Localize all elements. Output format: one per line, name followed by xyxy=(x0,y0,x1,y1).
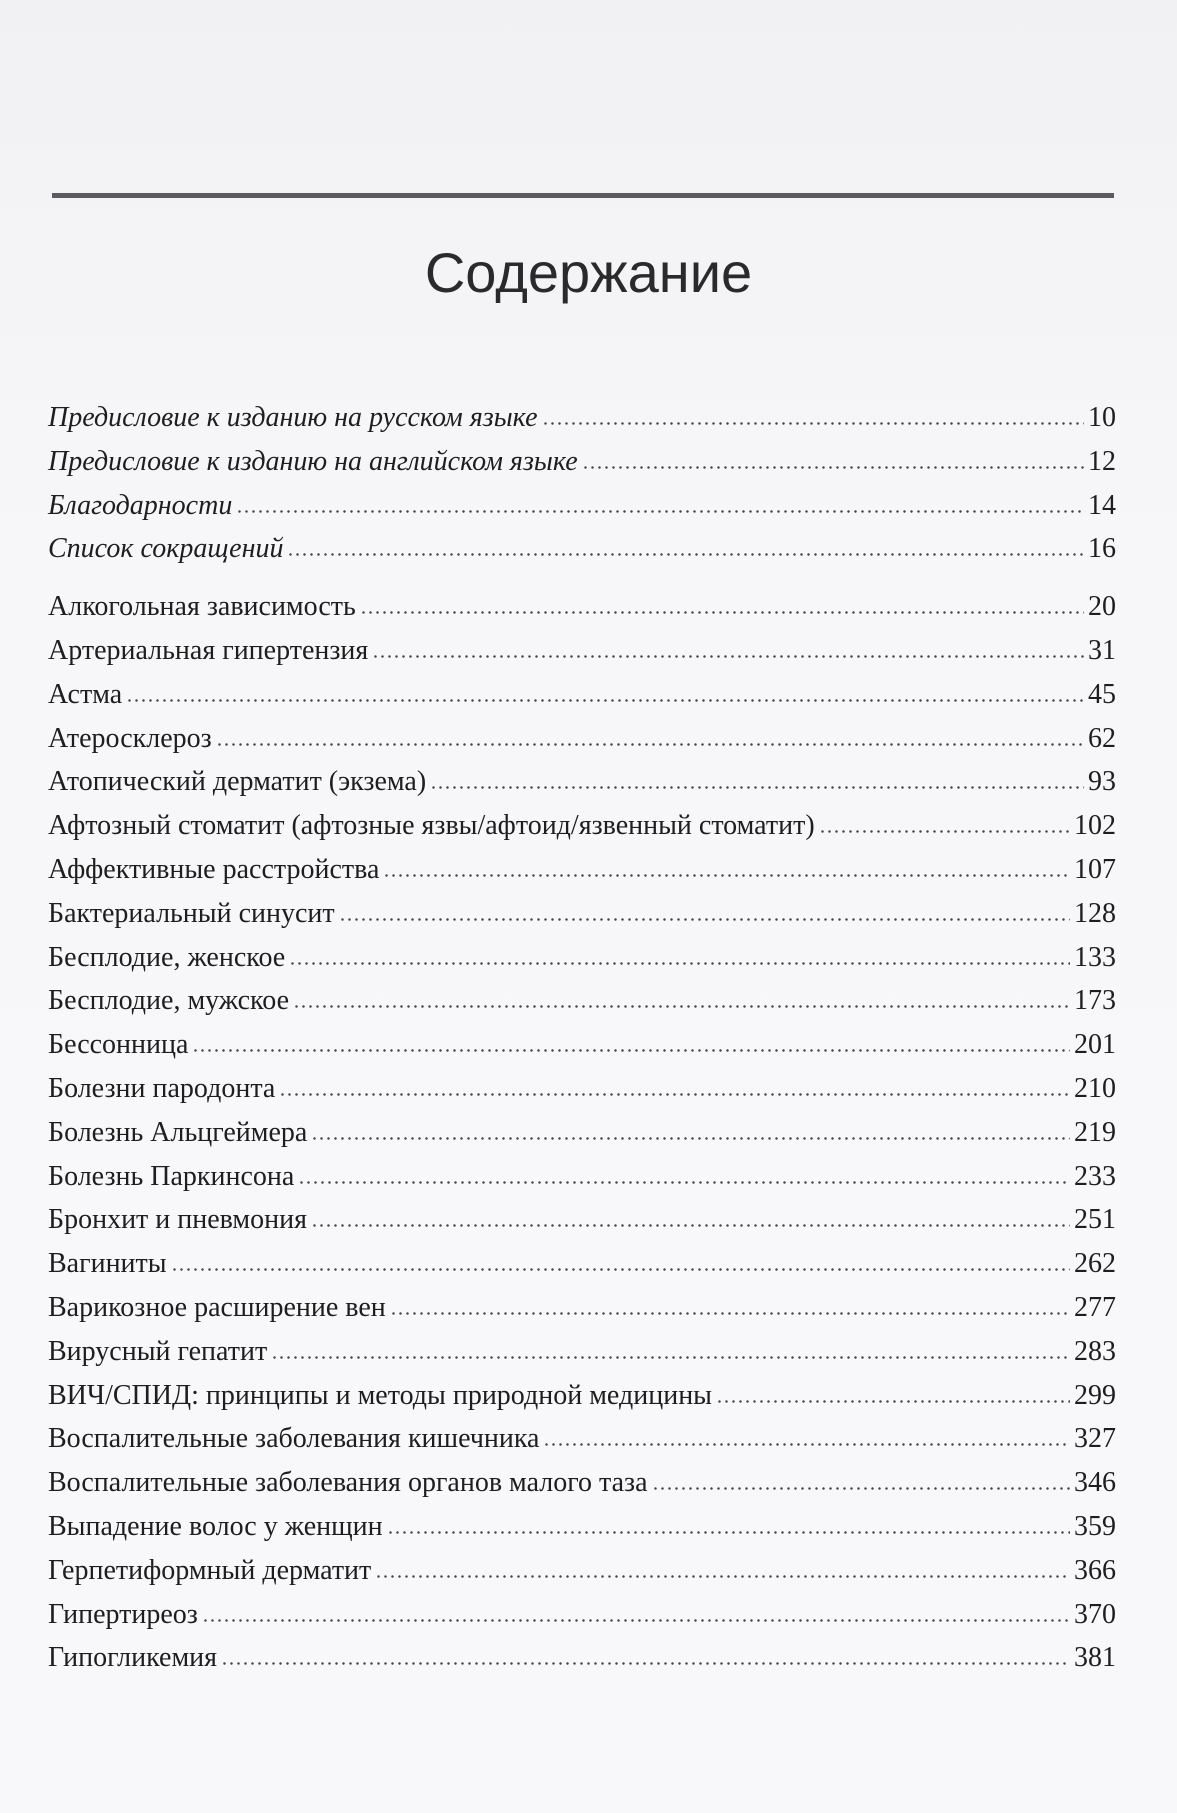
toc-dot-leader xyxy=(311,1137,1070,1140)
toc-dot-leader xyxy=(171,1268,1070,1271)
toc-page-number: 12 xyxy=(1088,445,1116,477)
toc-chapter-entry xyxy=(48,1198,1116,1242)
toc-chapter-entry xyxy=(48,629,1116,673)
toc-chapter-entry xyxy=(48,585,1116,629)
toc-chapter-entry xyxy=(48,1636,1116,1680)
toc-chapter-entry xyxy=(48,1023,1116,1067)
toc-dot-leader xyxy=(221,1662,1070,1665)
toc-page-number: 31 xyxy=(1088,634,1116,666)
toc-entry-title: Воспалительные заболевания кишечника xyxy=(48,1423,540,1455)
toc-chapter-entry xyxy=(48,1330,1116,1374)
toc-entry-title: Артериальная гипертензия xyxy=(48,634,369,666)
toc-page-number: 359 xyxy=(1074,1510,1116,1542)
toc-chapter-entry xyxy=(48,1286,1116,1330)
toc-entry-title: Варикозное расширение вен xyxy=(48,1291,386,1323)
toc-page-number: 128 xyxy=(1074,897,1116,929)
toc-page-number: 133 xyxy=(1074,941,1116,973)
toc-page-number: 381 xyxy=(1074,1642,1116,1674)
toc-dot-leader xyxy=(298,1181,1070,1184)
toc-chapter-entry xyxy=(48,760,1116,804)
toc-page-number: 201 xyxy=(1074,1029,1116,1061)
toc-page-number: 210 xyxy=(1074,1072,1116,1104)
toc-entry-title: Бесплодие, мужское xyxy=(48,985,290,1017)
toc-chapter-entry xyxy=(48,1505,1116,1549)
toc-page-number: 45 xyxy=(1088,678,1116,710)
toc-entry-title: Бессонница xyxy=(48,1029,189,1061)
toc-page-number: 262 xyxy=(1074,1248,1116,1280)
toc-entry-title: Аффективные расстройства xyxy=(48,853,380,885)
toc-page-number: 219 xyxy=(1074,1116,1116,1148)
toc-entry-title: Список сокращений xyxy=(48,533,284,565)
toc-chapter-entry xyxy=(48,717,1116,761)
toc-entry-title: Бронхит и пневмония xyxy=(48,1204,307,1236)
toc-chapter-entry xyxy=(48,1549,1116,1593)
toc-chapter-entry xyxy=(48,804,1116,848)
toc-page-number: 16 xyxy=(1088,533,1116,565)
toc-entry-title: Предисловие к изданию на английском языке xyxy=(48,445,578,477)
toc-entry-title: Атопический дерматит (экзема) xyxy=(48,766,427,798)
toc-entry-title: Благодарности xyxy=(48,489,233,521)
toc-dot-leader xyxy=(582,466,1084,469)
toc-chapter-entry xyxy=(48,673,1116,717)
toc-dot-leader xyxy=(202,1619,1070,1622)
toc-entry-title: Атеросклероз xyxy=(48,722,212,754)
toc-chapter-entry xyxy=(48,979,1116,1023)
toc-page-number: 327 xyxy=(1074,1423,1116,1455)
table-of-contents xyxy=(48,396,1116,1680)
toc-page-number: 251 xyxy=(1074,1204,1116,1236)
toc-entry-title: Болезнь Альцгеймера xyxy=(48,1116,308,1148)
header-rule xyxy=(52,193,1114,198)
toc-entry-title: Гипогликемия xyxy=(48,1642,218,1674)
toc-front-matter-entry xyxy=(48,396,1116,440)
toc-page-number: 20 xyxy=(1088,591,1116,623)
toc-page-number: 102 xyxy=(1074,810,1116,842)
toc-dot-leader xyxy=(192,1049,1070,1052)
toc-page-number: 299 xyxy=(1074,1379,1116,1411)
toc-dot-leader xyxy=(216,743,1084,746)
toc-chapter-entry xyxy=(48,1417,1116,1461)
toc-dot-leader xyxy=(652,1487,1070,1490)
toc-entry-title: ВИЧ/СПИД: принципы и методы природной медицины xyxy=(48,1379,712,1411)
toc-page-number: 93 xyxy=(1088,766,1116,798)
page-title: Содержание xyxy=(424,241,753,304)
toc-dot-leader xyxy=(339,918,1070,921)
toc-chapter-entry xyxy=(48,848,1116,892)
toc-page-number: 107 xyxy=(1074,853,1116,885)
toc-dot-leader xyxy=(390,1312,1070,1315)
toc-front-matter-entry xyxy=(48,484,1116,528)
toc-page-number: 233 xyxy=(1074,1160,1116,1192)
toc-dot-leader xyxy=(387,1531,1070,1534)
toc-entry-title: Астма xyxy=(48,678,123,710)
toc-entry-title: Воспалительные заболевания органов малого таза xyxy=(48,1467,648,1499)
toc-entry-title: Герпетиформный дерматит xyxy=(48,1554,372,1586)
toc-page-number: 283 xyxy=(1074,1335,1116,1367)
toc-dot-leader xyxy=(289,962,1070,965)
toc-chapter-entry xyxy=(48,1374,1116,1418)
toc-entry-title: Болезни пародонта xyxy=(48,1072,276,1104)
toc-dot-leader xyxy=(279,1093,1070,1096)
toc-dot-leader xyxy=(271,1356,1070,1359)
toc-dot-leader xyxy=(819,830,1070,833)
toc-dot-leader xyxy=(293,1005,1070,1008)
toc-entry-title: Афтозный стоматит (афтозные язвы/афтоид/язвенный стоматит) xyxy=(48,810,815,842)
toc-front-matter-entry xyxy=(48,440,1116,484)
toc-page-number: 366 xyxy=(1074,1554,1116,1586)
toc-dot-leader xyxy=(542,422,1085,425)
toc-entry-title: Бесплодие, женское xyxy=(48,941,286,973)
toc-dot-leader xyxy=(372,655,1084,658)
toc-dot-leader xyxy=(236,510,1084,513)
toc-entry-title: Болезнь Паркинсона xyxy=(48,1160,295,1192)
toc-page-number: 62 xyxy=(1088,722,1116,754)
toc-entry-title: Алкогольная зависимость xyxy=(48,591,356,623)
toc-entry-title: Гипертиреоз xyxy=(48,1598,198,1630)
toc-entry-title: Выпадение волос у женщин xyxy=(48,1510,383,1542)
toc-entry-title: Предисловие к изданию на русском языке xyxy=(48,402,538,433)
toc-dot-leader xyxy=(375,1575,1070,1578)
toc-chapter-entry xyxy=(48,1155,1116,1199)
toc-dot-leader xyxy=(383,874,1070,877)
toc-chapter-entry xyxy=(48,892,1116,936)
toc-entry-title: Вирусный гепатит xyxy=(48,1335,268,1367)
toc-page-number: 370 xyxy=(1074,1598,1116,1630)
toc-dot-leader xyxy=(430,786,1084,789)
toc-chapter-entry xyxy=(48,1461,1116,1505)
toc-dot-leader xyxy=(287,553,1084,556)
toc-chapter-entry xyxy=(48,1067,1116,1111)
toc-chapter-entry xyxy=(48,1111,1116,1155)
toc-page-number: 277 xyxy=(1074,1291,1116,1323)
toc-chapter-entry xyxy=(48,936,1116,980)
toc-page-number: 346 xyxy=(1074,1467,1116,1499)
toc-page-number: 10 xyxy=(1088,402,1116,433)
toc-entry-title: Бактериальный синусит xyxy=(48,897,335,929)
toc-dot-leader xyxy=(716,1400,1070,1403)
toc-dot-leader xyxy=(126,699,1084,702)
toc-entry-title: Вагиниты xyxy=(48,1248,167,1280)
toc-front-matter-entry xyxy=(48,527,1116,571)
toc-chapter-entry xyxy=(48,1593,1116,1637)
toc-dot-leader xyxy=(543,1443,1070,1446)
toc-dot-leader xyxy=(311,1224,1070,1227)
toc-page-number: 14 xyxy=(1088,489,1116,521)
toc-dot-leader xyxy=(360,611,1084,614)
toc-page-number: 173 xyxy=(1074,985,1116,1017)
toc-chapter-entry xyxy=(48,1242,1116,1286)
